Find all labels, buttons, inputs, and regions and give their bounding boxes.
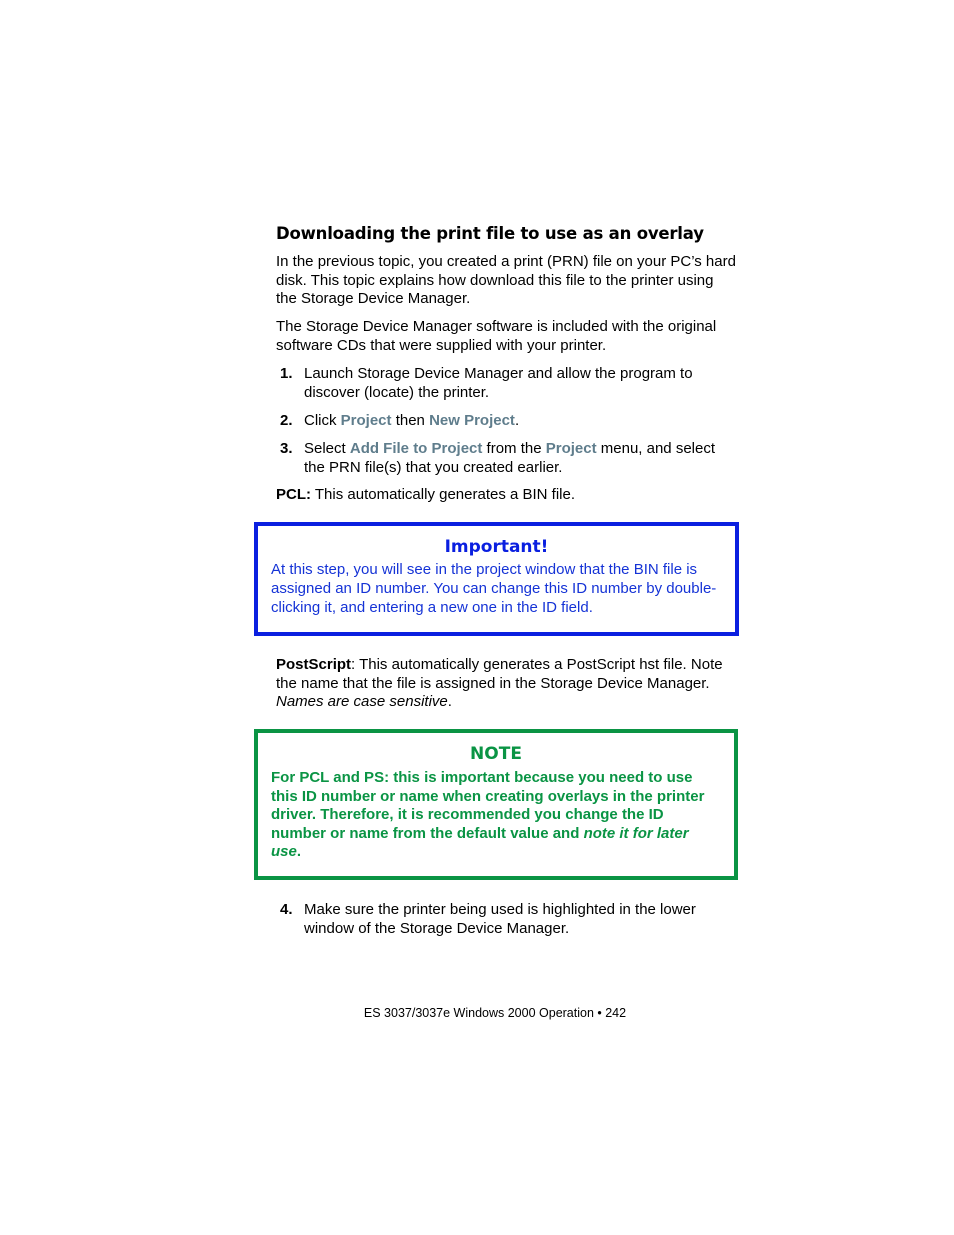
page-footer: ES 3037/3037e Windows 2000 Operation • 242 bbox=[363, 1006, 627, 1020]
step-number: 3. bbox=[280, 440, 293, 457]
note-box bbox=[254, 729, 738, 880]
step-text-part: Select bbox=[304, 440, 350, 457]
ui-term-project: Project bbox=[545, 440, 597, 457]
ui-term-add-file: Add File to Project bbox=[349, 440, 483, 457]
postscript-label: PostScript bbox=[276, 656, 352, 673]
postscript-text: : This automatically generates a PostScript hst file. Note the name that the file is assigned in the Storage Device Manager. bbox=[276, 656, 723, 692]
note-body bbox=[271, 769, 722, 862]
intro-paragraph-1: In the previous topic, you created a print (PRN) file on your PC’s hard disk. This topic explains how download this file to the printer using the Storage Device Manager. bbox=[276, 253, 736, 308]
step-text-part: Click bbox=[304, 412, 341, 429]
step-text-part: then bbox=[391, 412, 430, 429]
ui-term-new-project: New Project bbox=[429, 412, 515, 429]
step-text bbox=[304, 440, 738, 477]
step-1 bbox=[276, 365, 738, 402]
step-4 bbox=[276, 901, 738, 938]
step-text: Launch Storage Device Manager and allow the program to discover (locate) the printer. bbox=[304, 365, 693, 401]
step-number: 4. bbox=[280, 901, 293, 918]
ui-term-project: Project bbox=[340, 412, 392, 429]
step-text-part: menu, and select the PRN file(s) that you created earlier. bbox=[304, 440, 715, 476]
step-text-part: from the bbox=[482, 440, 546, 457]
step-number: 1. bbox=[280, 365, 293, 382]
important-box bbox=[254, 522, 739, 636]
intro-paragraph-2: The Storage Device Manager software is included with the original software CDs that were supplied with your printer. bbox=[276, 318, 717, 354]
note-title: NOTE bbox=[470, 744, 522, 764]
postscript-note bbox=[276, 656, 738, 712]
step-text: Make sure the printer being used is highlighted in the lower window of the Storage Device Manager. bbox=[304, 901, 696, 937]
important-title: Important! bbox=[444, 537, 549, 557]
note-end: . bbox=[296, 843, 302, 861]
step-number: 2. bbox=[280, 412, 293, 429]
pcl-note bbox=[276, 486, 738, 505]
step-text-part: . bbox=[514, 412, 520, 429]
postscript-end: . bbox=[447, 693, 452, 711]
important-body: At this step, you will see in the project window that the BIN file is assigned an ID number. You can change this ID number by double-clicking it, and entering a new one in the ID field. bbox=[271, 561, 717, 616]
pcl-label: PCL: bbox=[276, 486, 311, 503]
postscript-italic: Names are case sensitive bbox=[276, 693, 448, 711]
step-3 bbox=[276, 440, 738, 477]
note-italic: note it for later use bbox=[271, 824, 689, 861]
section-heading: Downloading the print file to use as an overlay bbox=[276, 224, 704, 243]
step-text bbox=[304, 412, 738, 431]
step-2 bbox=[276, 412, 738, 431]
note-text: For PCL and PS: this is important because you need to use this ID number or name when creating overlays in the printer driver. Therefore, it is recommended you change the ID number or name from the default value and bbox=[271, 769, 705, 842]
pcl-text: This automatically generates a BIN file. bbox=[311, 486, 576, 503]
